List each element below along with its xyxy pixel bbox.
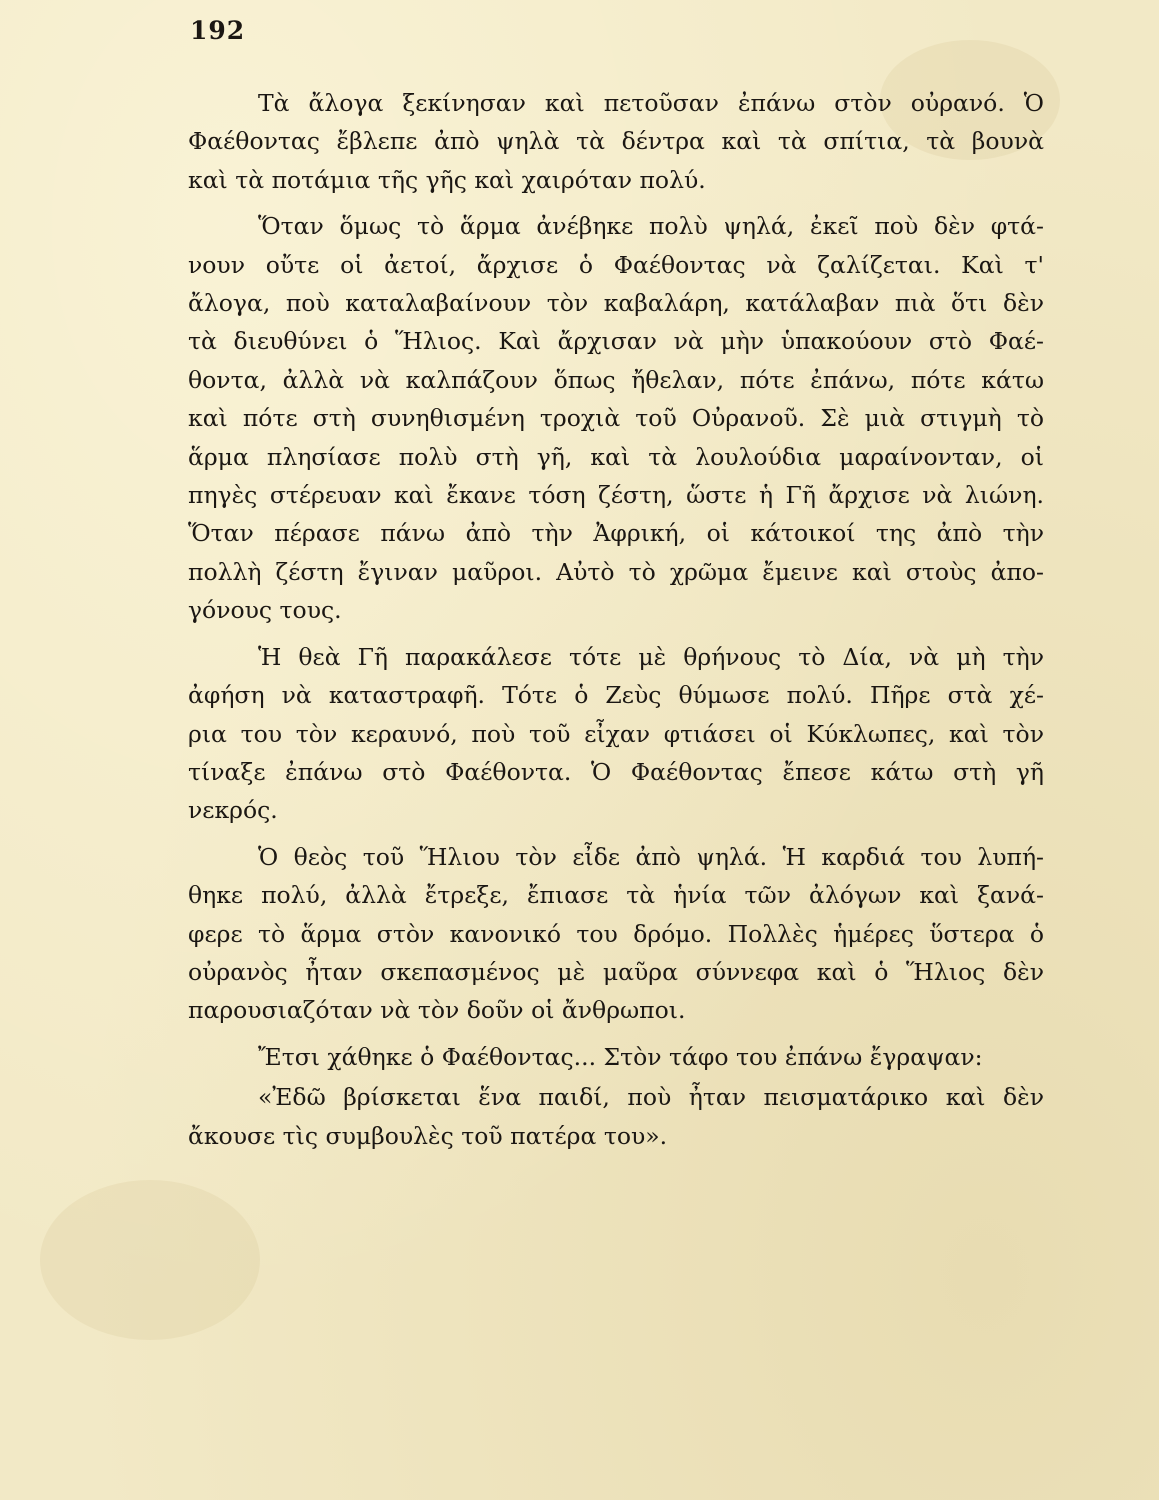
text-line: Ὁ θεὸς τοῦ Ἥλιου τὸν εἶδε ἀπὸ ψηλά. Ἡ καρδιά του λυπή- [258,842,1044,871]
text-line: τὰ διευθύνει ὁ Ἥλιος. Καὶ ἄρχισαν νὰ μὴν ὑπακούουν στὸ Φαέ- [188,327,1044,356]
paragraph [188,84,1044,199]
text-line: νεκρός. [188,796,278,825]
text-line: γόνους τους. [188,596,342,625]
paragraph [188,207,1044,629]
text-line: καὶ πότε στὴ συνηθισμένη τροχιὰ τοῦ Οὐρανοῦ. Σὲ μιὰ στιγμὴ τὸ [188,404,1044,433]
text-line: ἄλογα, ποὺ καταλαβαίνουν τὸν καβαλάρη, κατάλαβαν πιὰ ὅτι δὲν [188,289,1044,318]
epitaph-paragraph [188,1078,1044,1155]
paragraph [188,1038,1044,1076]
text-line: ἅρμα πλησίασε πολὺ στὴ γῆ, καὶ τὰ λουλούδια μαραίνονταν, οἱ [188,442,1044,471]
text-line: θοντα, ἀλλὰ νὰ καλπάζουν ὅπως ἤθελαν, πότε ἐπάνω, πότε κάτω [188,365,1044,394]
text-line: Τὰ ἄλογα ξεκίνησαν καὶ πετοῦσαν ἐπάνω στὸν οὐρανό. Ὁ [258,89,1044,117]
text-line: καὶ τὰ ποτάμια τῆς γῆς καὶ χαιρόταν πολύ. [188,165,706,194]
text-line: ἀφήση νὰ καταστραφῆ. Τότε ὁ Ζεὺς θύμωσε πολύ. Πῆρε στὰ χέ- [188,681,1044,710]
paragraph [188,838,1044,1030]
text-line: φερε τὸ ἅρμα στὸν κανονικό του δρόμο. Πολλὲς ἡμέρες ὕστερα ὁ [188,919,1044,948]
text-line: «Ἐδῶ βρίσκεται ἕνα παιδί, ποὺ ἦταν πεισματάρικο καὶ δὲν [258,1083,1044,1112]
text-line: τίναξε ἐπάνω στὸ Φαέθοντα. Ὁ Φαέθοντας ἔπεσε κάτω στὴ γῆ [188,757,1044,786]
text-line: ρια του τὸν κεραυνό, ποὺ τοῦ εἶχαν φτιάσει οἱ Κύκλωπες, καὶ τὸν [188,719,1044,748]
text-line: ἄκουσε τὶς συμβουλὲς τοῦ πατέρα του». [188,1121,668,1150]
paragraph [188,638,1044,830]
text-line: οὐρανὸς ἦταν σκεπασμένος μὲ μαῦρα σύννεφα καὶ ὁ Ἥλιος δὲν [188,957,1044,986]
paper-stain [40,1180,260,1340]
body-text [188,84,1044,1155]
text-line: Ὅταν πέρασε πάνω ἀπὸ τὴν Ἀφρική, οἱ κάτοικοί της ἀπὸ τὴν [188,519,1044,548]
text-line: νουν οὔτε οἱ ἀετοί, ἄρχισε ὁ Φαέθοντας νὰ ζαλίζεται. Καὶ τ' [188,250,1044,279]
text-line: θηκε πολύ, ἀλλὰ ἔτρεξε, ἔπιασε τὰ ἡνία τῶν ἀλόγων καὶ ξανά- [188,881,1044,910]
text-line: Ἡ θεὰ Γῆ παρακάλεσε τότε μὲ θρήνους τὸ Δία, νὰ μὴ τὴν [258,642,1044,671]
text-line: Ἔτσι χάθηκε ὁ Φαέθοντας... Στὸν τάφο του ἐπάνω ἔγραψαν: [258,1042,983,1071]
text-line: πηγὲς στέρευαν καὶ ἔκανε τόση ζέστη, ὥστε ἡ Γῆ ἄρχισε νὰ λιώνη. [188,481,1044,510]
text-line: παρουσιαζόταν νὰ τὸν δοῦν οἱ ἄνθρωποι. [188,996,686,1025]
page-number: 192 [190,16,246,45]
text-line: Φαέθοντας ἔβλεπε ἀπὸ ψηλὰ τὰ δέντρα καὶ τὰ σπίτια, τὰ βουνὰ [188,127,1044,156]
text-line: Ὅταν ὅμως τὸ ἅρμα ἀνέβηκε πολὺ ψηλά, ἐκεῖ ποὺ δὲν φτά- [258,212,1044,241]
text-line: πολλὴ ζέστη ἔγιναν μαῦροι. Αὐτὸ τὸ χρῶμα ἔμεινε καὶ στοὺς ἀπο- [188,557,1044,586]
